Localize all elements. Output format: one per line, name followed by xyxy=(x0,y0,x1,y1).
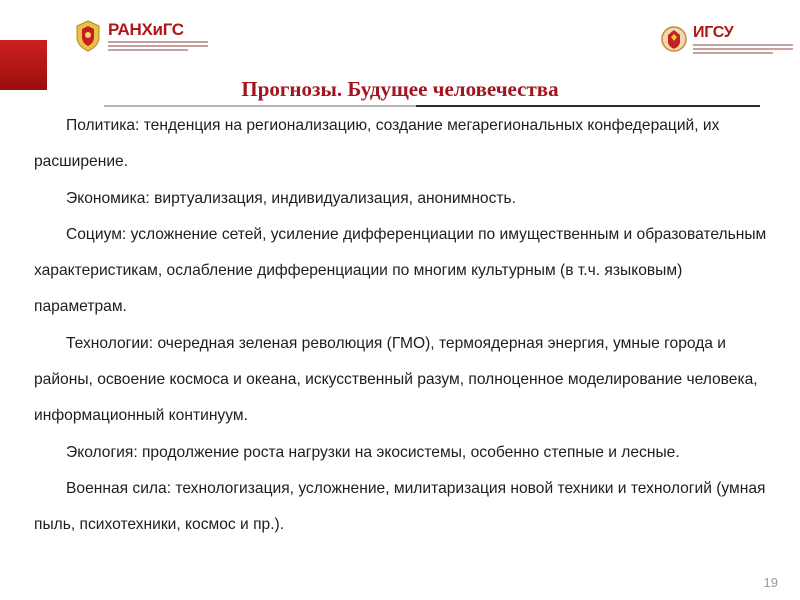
emblem-icon xyxy=(661,25,687,53)
eagle-emblem-icon xyxy=(74,20,102,52)
ranepa-logo-caption xyxy=(108,49,188,51)
slide-title: Прогнозы. Будущее человечества xyxy=(241,77,559,101)
paragraph-economy: Экономика: виртуализация, индивидуализация, анонимность. xyxy=(66,189,516,207)
ranepa-logo xyxy=(74,20,208,52)
slide-body xyxy=(34,108,779,544)
igsu-logo-caption xyxy=(693,48,793,50)
ranepa-logo-caption xyxy=(108,45,208,47)
title-divider-left xyxy=(104,105,416,107)
igsu-logo-caption xyxy=(693,44,793,46)
ranepa-logo-name: РАНХиГС xyxy=(108,20,184,39)
paragraph-military: Военная сила: технологизация, усложнение, милитаризация новой техники и технологий (умная пыль, психотехники, космос и пр.). xyxy=(34,479,766,534)
igsu-logo-name: ИГСУ xyxy=(693,24,734,41)
ranepa-logo-caption xyxy=(108,41,208,43)
igsu-logo-caption xyxy=(693,52,773,54)
paragraph-society: Социум: усложнение сетей, усиление дифференциации по имущественным и образовательным характеристикам, ослабление дифференциации по многим культурным (в т.ч. языковым) параметрам. xyxy=(34,225,767,316)
paragraph-technology: Технологии: очередная зеленая революция (ГМО), термоядерная энергия, умные города и районы, освоение космоса и океана, искусственный разум, полноценное моделирование человека, информационный континуум. xyxy=(34,334,758,425)
title-divider-right xyxy=(416,105,760,107)
paragraph-ecology: Экология: продолжение роста нагрузки на экосистемы, особенно степные и лесные. xyxy=(66,443,680,461)
igsu-logo xyxy=(661,24,793,54)
paragraph-politics: Политика: тенденция на регионализацию, создание мегарегиональных конфедераций, их расширение. xyxy=(34,117,720,171)
slide-number: 19 xyxy=(763,575,778,590)
